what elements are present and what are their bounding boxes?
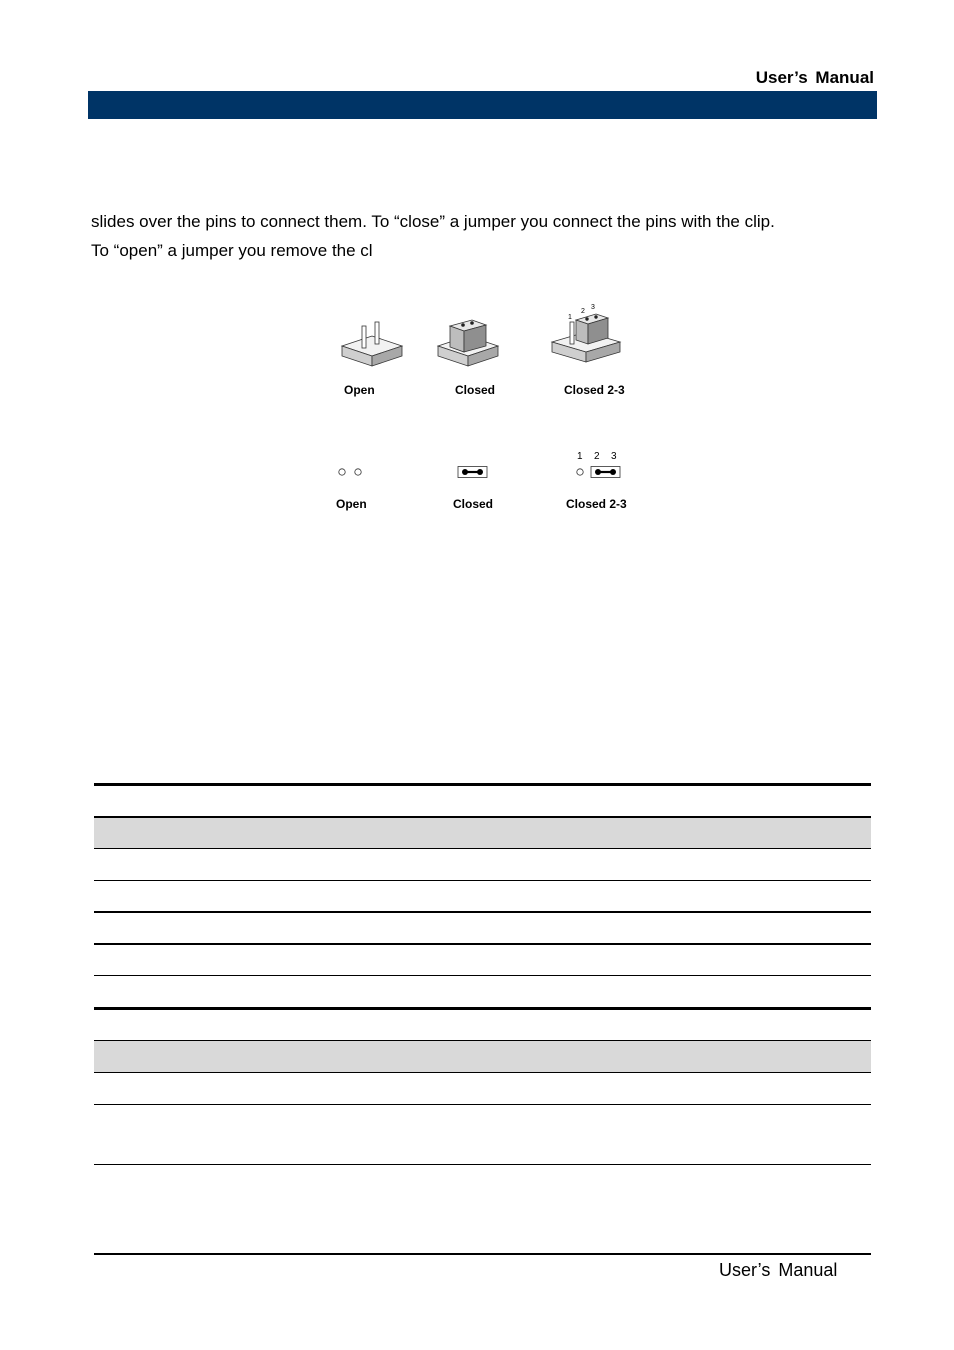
table-header-row <box>94 1041 871 1072</box>
pin-number-3: 3 <box>611 451 617 462</box>
jumper-open-3d-illustration <box>338 316 406 372</box>
table-header-row <box>94 818 871 848</box>
jumper-closed-2-3-schematic-symbol <box>574 465 622 479</box>
table-row-rule <box>94 848 871 849</box>
svg-text:3: 3 <box>591 304 595 311</box>
body-line-1: slides over the pins to connect them. To “close” a jumper you connect the pins with the clip. <box>91 212 775 231</box>
footer-rule <box>94 1253 871 1255</box>
table-row-rule <box>94 911 871 913</box>
header-title: User’s Manual <box>755 68 874 87</box>
label-open-schematic: Open <box>336 497 367 511</box>
pin-number-2: 2 <box>594 451 600 462</box>
jumper-closed-3d-illustration <box>434 316 502 372</box>
body-line-2: To “open” a jumper you remove the cl <box>91 241 373 260</box>
footer-title: User’s Manual <box>719 1260 838 1280</box>
label-open-3d: Open <box>344 383 375 397</box>
table-row-rule <box>94 1040 871 1041</box>
label-closed-2-3-3d: Closed 2-3 <box>564 383 625 397</box>
table-top-rule <box>94 783 871 786</box>
label-closed-schematic: Closed <box>453 497 494 511</box>
table-section-rule <box>94 1007 871 1010</box>
svg-text:1: 1 <box>568 314 572 321</box>
jumper-closed-2-3-3d-illustration <box>550 300 624 366</box>
label-closed-3d: Closed <box>455 383 496 397</box>
svg-text:2: 2 <box>581 308 585 315</box>
table-row-rule <box>94 1104 871 1105</box>
table-row-rule <box>94 880 871 881</box>
jumper-closed-schematic-symbol <box>457 465 489 479</box>
table-row-rule <box>94 1072 871 1073</box>
table-row-rule <box>94 975 871 976</box>
table-row-rule <box>94 816 871 818</box>
table-row-rule <box>94 943 871 945</box>
header-bar <box>88 91 877 119</box>
table-bottom-rule <box>94 1164 871 1165</box>
pin-number-1: 1 <box>577 451 583 462</box>
jumper-open-schematic-symbol <box>336 465 366 479</box>
label-closed-2-3-schematic: Closed 2-3 <box>566 497 627 511</box>
body-paragraph <box>91 207 875 265</box>
